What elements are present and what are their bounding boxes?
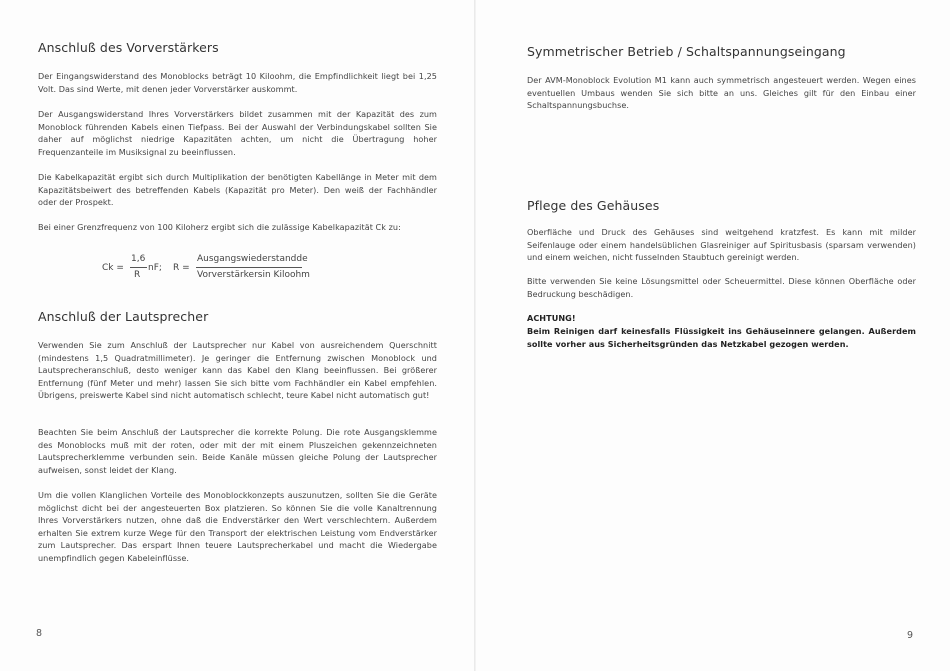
paragraph-cutoff-frequency: Bei einer Grenzfrequenz von 100 Kiloherz ergibt sich die zulässige Kabelkapazität Ck zu:: [38, 222, 401, 232]
formula-unit: nF;: [148, 263, 162, 273]
paragraph-symmetric: Der AVM-Monoblock Evolution M1 kann auch symmetrisch angesteuert werden. Wegen eines eventuellen Umbaus wenden Sie sich bitte an uns. Gleiches gilt für den Einbau einer Schaltspannungsbuchse.: [527, 75, 916, 111]
paragraph-input-impedance: Der Eingangswiderstand des Monoblocks beträgt 10 Kiloohm, die Empfindlichkeit liegt bei 1,25 Volt. Das sind Werte, mit denen jeder Vorverstärker auskommt.: [38, 71, 437, 94]
formula-numerator-1: 1,6: [131, 254, 146, 264]
section-title-preamp: Anschluß des Vorverstärkers: [38, 40, 219, 55]
paragraph-polarity: Beachten Sie beim Anschluß der Lautsprecher die korrekte Polung. Die rote Ausgangsklemme des Monoblocks muß mit der roten, oder mit der mit einem Pluszeichen gekennzeichneten Lautsprecherklemme verbunden sein. Beide Kanäle müssen gleiche Polung der Lautsprecher aufweisen, sonst leidet der Klang.: [38, 427, 437, 475]
warning-text: Beim Reinigen darf keinesfalls Flüssigkeit ins Gehäuseinnere gelangen. Außerdem sollte vorher aus Sicherheitsgründen das Netzkabel gezogen werden.: [527, 326, 916, 349]
formula-ck-lhs: Ck =: [102, 263, 124, 273]
warning-label: ACHTUNG!: [527, 313, 576, 323]
fraction-line-1: [130, 267, 147, 268]
right-page: [476, 0, 950, 671]
paragraph-no-solvents: Bitte verwenden Sie keine Lösungsmittel oder Scheuermittel. Diese können Oberfläche oder Bedruckung beschädigen.: [527, 276, 916, 299]
formula-denominator-2: Vorverstärkersin Kiloohm: [197, 270, 310, 280]
page-number-left: 8: [36, 628, 43, 639]
formula-r-lhs: R =: [173, 263, 190, 273]
section-title-symmetric: Symmetrischer Betrieb / Schaltspannungseingang: [527, 44, 846, 59]
section-title-speakers: Anschluß der Lautsprecher: [38, 309, 209, 324]
section-title-care: Pflege des Gehäuses: [527, 198, 660, 213]
fraction-line-2: [196, 267, 302, 268]
left-page: [0, 0, 474, 671]
paragraph-speaker-cable: Verwenden Sie zum Anschluß der Lautsprecher nur Kabel von ausreichendem Querschnitt (mindestens 1,5 Quadratmillimeter). Je geringer die Entfernung zwischen Monoblock und Lautsprecheranschluß, desto weniger kann das Kabel den Klang beeinflussen. Bei größerer Entfernung (fünf Meter und mehr) lassen Sie sich bitte vom Fachhändler ein Kabel empfehlen. Übrigens, preiswerte Kabel sind nicht automatisch schlecht, teure Kabel nicht automatisch gut!: [38, 340, 437, 401]
page-number-right: 9: [907, 630, 914, 641]
paragraph-care: Oberfläche und Druck des Gehäuses sind weitgehend kratzfest. Es kann mit milder Seifenlauge oder einem handelsüblichen Glasreiniger auf Spiritusbasis (sparsam verwenden) und einem weichen, nicht fusselnden Staubtuch gereinigt werden.: [527, 227, 916, 263]
paragraph-output-impedance: Der Ausgangswiderstand Ihres Vorverstärkers bildet zusammen mit der Kapazität des zum Monoblock führenden Kabels einen Tiefpass. Bei der Auswahl der Verbindungskabel sollten Sie daher auf möglichst niedrige Kapazitäten achten, um nicht die Übertragung hoher Frequenzanteile im Musiksignal zu beeinflussen.: [38, 109, 437, 157]
paragraph-cable-capacitance: Die Kabelkapazität ergibt sich durch Multiplikation der benötigten Kabellänge in Meter mit dem Kapazitätsbeiwert des betreffenden Kabels (Kapazität pro Meter). Den weiß der Fachhändler oder der Prospekt.: [38, 172, 437, 208]
formula-numerator-2: Ausgangswiederstandde: [197, 254, 308, 264]
paragraph-monoblock-concept: Um die vollen Klanglichen Vorteile des Monoblockkonzepts auszunutzen, sollten Sie die Geräte möglichst dicht bei der angesteuerten Box platzieren. So können Sie die volle Kanaltrennung Ihres Vorverstärkers nutzen, ohne daß die Endverstärker den Wert verschlechtern. Außerdem erhalten Sie extrem kurze Wege für den Transport der elektrischen Leistung vom Endverstärker zum Lautsprecher. Das erspart Ihnen teuere Lautsprecherkabel und macht die Wiedergabe unempfindlich gegen Kabeleinflüsse.: [38, 490, 437, 563]
formula-denominator-1: R: [134, 270, 141, 280]
